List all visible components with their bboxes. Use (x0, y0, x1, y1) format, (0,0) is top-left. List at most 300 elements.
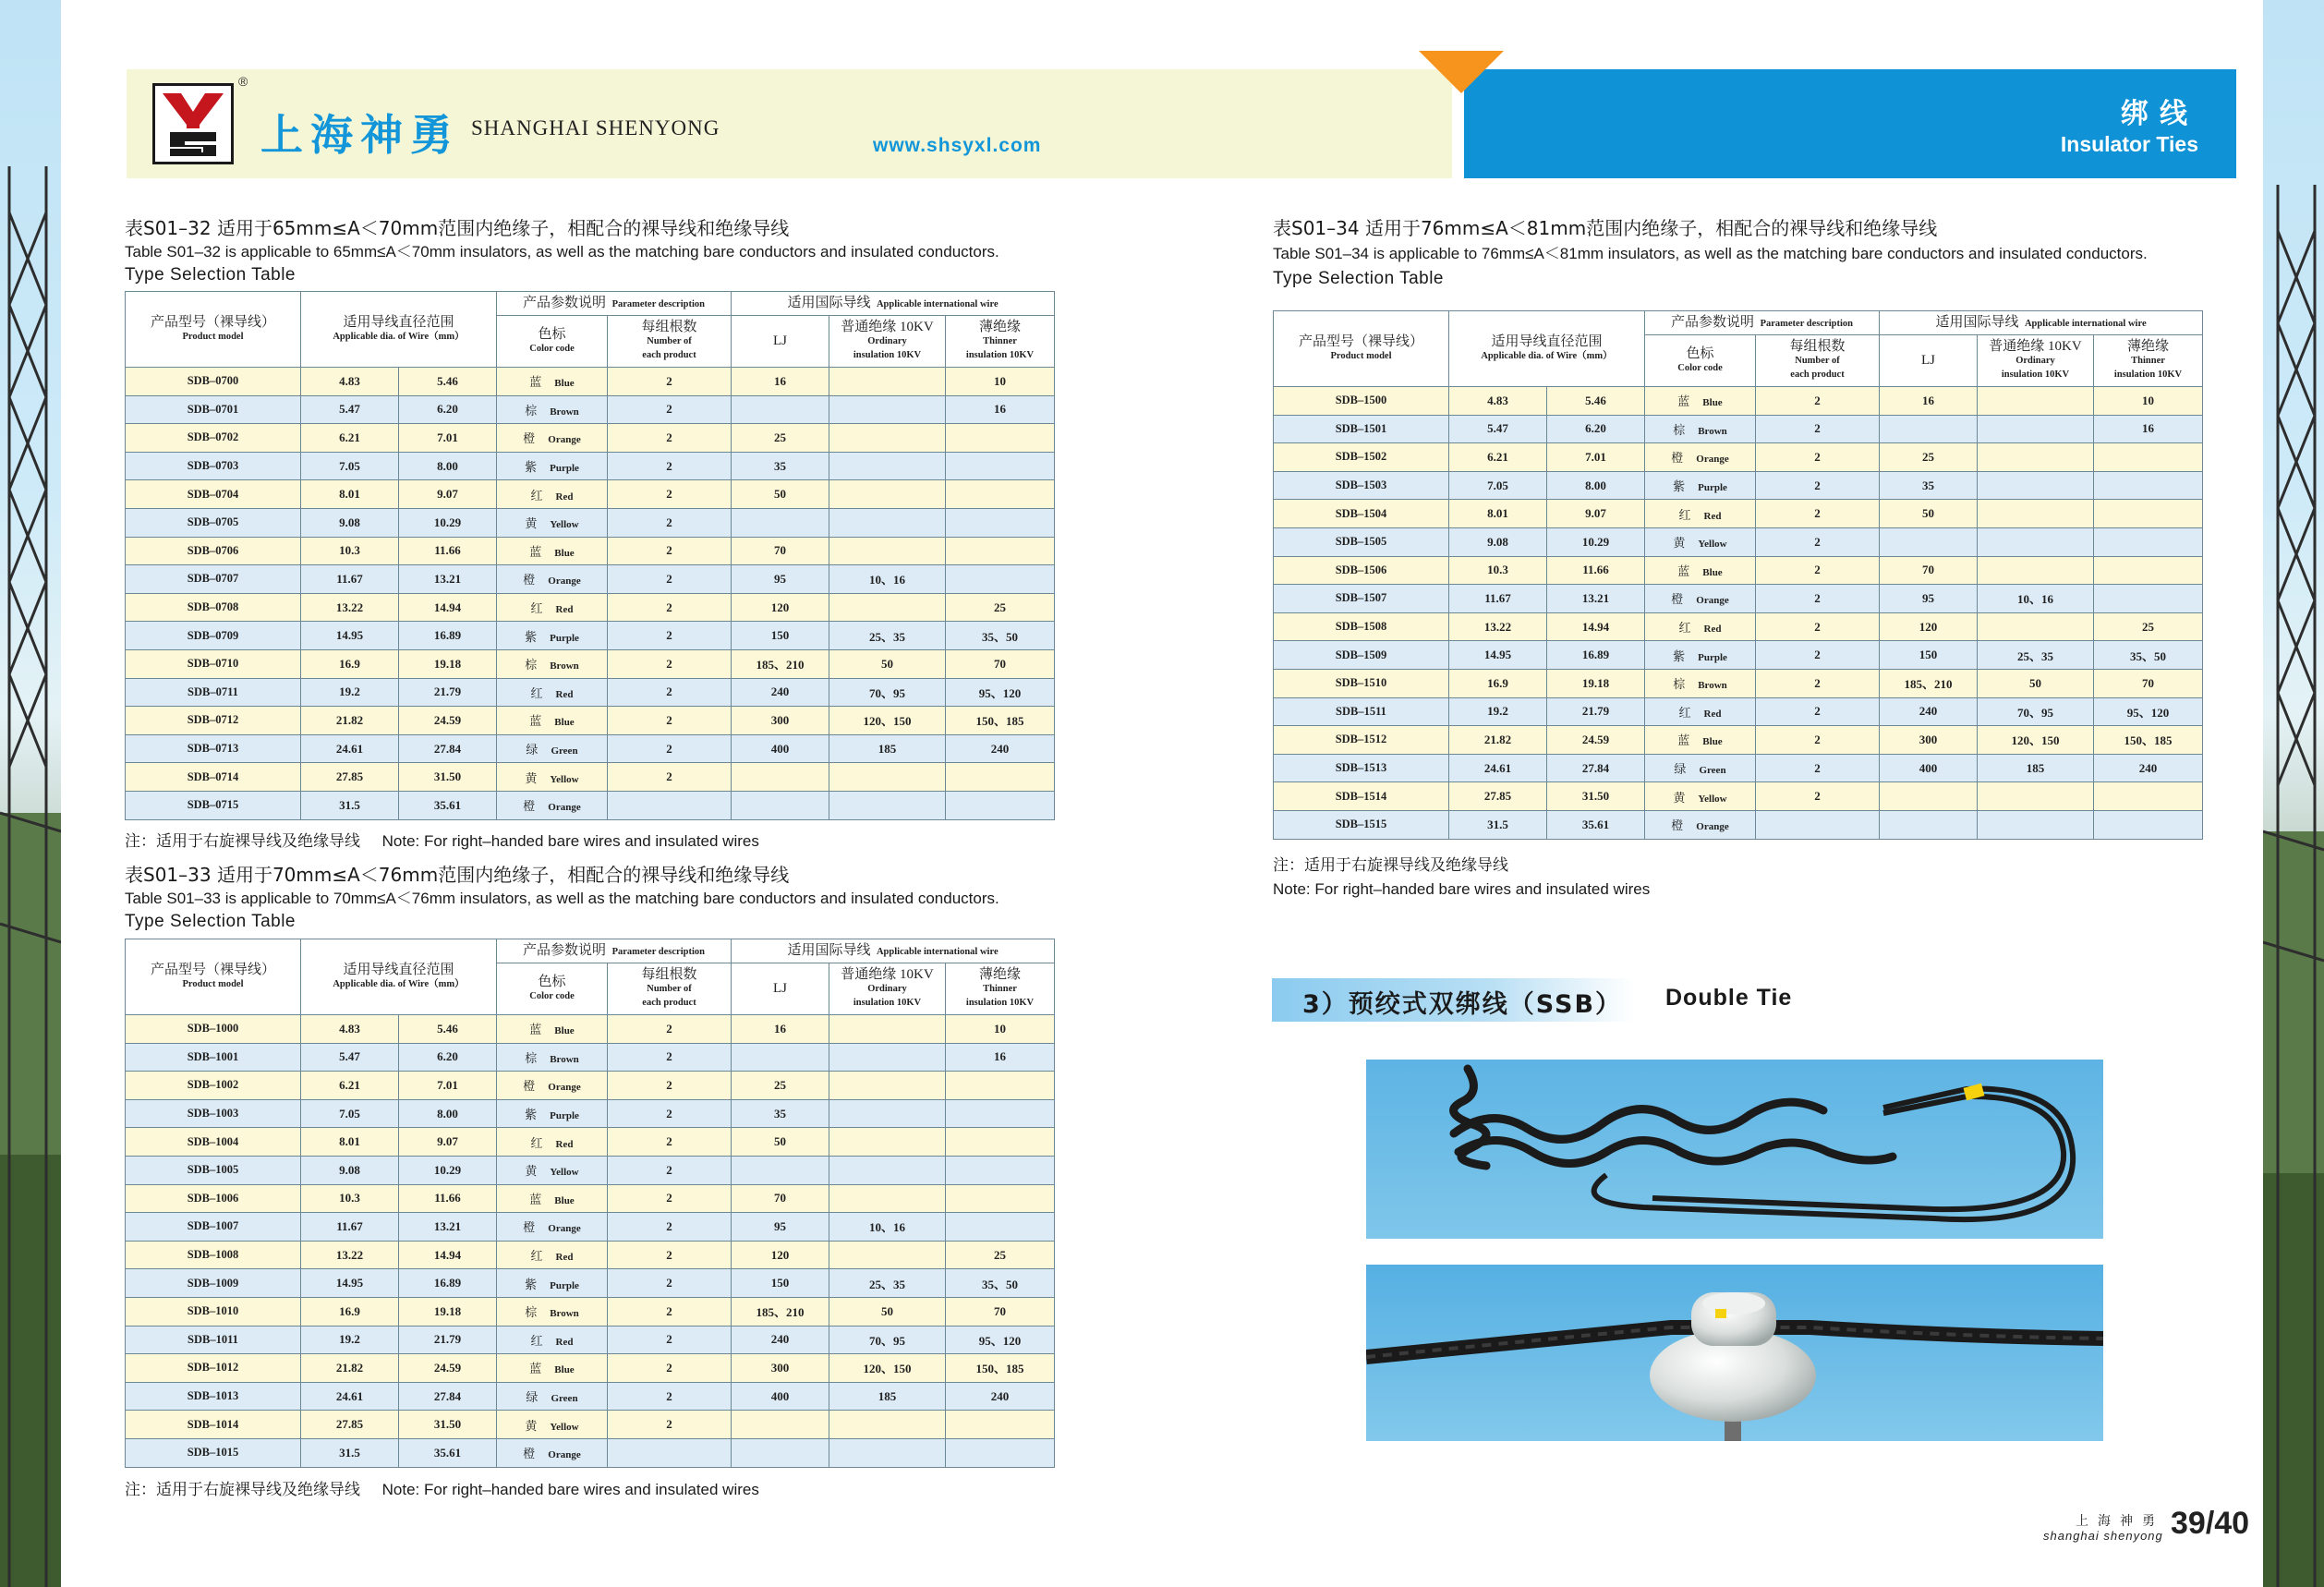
cell-number: 2 (1756, 585, 1880, 613)
cell-lj: 400 (1880, 754, 1978, 782)
cell-color-code: 紫 Purple (1645, 471, 1756, 500)
cell-number (608, 791, 732, 819)
cell-number: 2 (1756, 471, 1880, 500)
table-row (126, 1326, 1055, 1354)
cell-color-code: 橙 Orange (1645, 443, 1756, 472)
table-caption-s01-33: 表S01–33 适用于70mm≤A＜76mm范围内绝缘子，相配合的裸导线和绝缘导线 Table S01–33 is applicable to 70mm≤A＜76mm insulators, as well as the matching bare conductors and insulated conductors. Type Selection Table (125, 864, 999, 931)
company-logo (152, 83, 234, 164)
cell-lj (1880, 415, 1978, 443)
cell-lj: 240 (1880, 697, 1978, 726)
cell-dia-min: 7.05 (1449, 471, 1547, 500)
cell-thinner (2094, 810, 2203, 839)
table-row (126, 791, 1055, 819)
cell-color-code: 蓝 Blue (497, 707, 608, 735)
cell-color-code: 蓝 Blue (1645, 726, 1756, 755)
table-row (1274, 471, 2203, 500)
cell-color-code: 黄 Yellow (497, 508, 608, 537)
cell-dia-max: 21.79 (1547, 697, 1645, 726)
cell-dia-min: 9.08 (1449, 527, 1547, 556)
cell-lj (732, 508, 829, 537)
table-row (126, 707, 1055, 735)
cell-number: 2 (608, 508, 732, 537)
cell-lj: 95 (732, 565, 829, 594)
cell-dia-min: 14.95 (1449, 641, 1547, 670)
cell-thinner (946, 1099, 1055, 1128)
cell-number: 2 (608, 734, 732, 763)
selection-table-s01-34 (1273, 310, 2203, 840)
cell-number: 2 (1756, 612, 1880, 641)
cell-lj (732, 1043, 829, 1072)
cell-ordinary (829, 763, 946, 792)
col-header-model: 产品型号（裸导线） Product model (1274, 311, 1449, 387)
cell-dia-max: 13.21 (1547, 585, 1645, 613)
cell-thinner: 16 (2094, 415, 2203, 443)
cell-model: SDB–1000 (126, 1015, 301, 1044)
cell-number: 2 (608, 622, 732, 650)
cell-dia-max: 16.89 (1547, 641, 1645, 670)
cell-model: SDB–1009 (126, 1269, 301, 1298)
cell-lj: 50 (1880, 500, 1978, 528)
cell-color-code: 棕 Brown (497, 1043, 608, 1072)
cell-thinner: 95、120 (946, 1326, 1055, 1354)
col-header-thinner: 薄绝缘 Thinner insulation 10KV (2094, 335, 2203, 387)
cell-ordinary: 70、95 (1978, 697, 2094, 726)
double-tie-product-photo (1366, 1060, 2103, 1239)
page-title-cn: 绑线 (2121, 98, 2198, 130)
cell-model: SDB–1503 (1274, 471, 1449, 500)
cell-dia-max: 31.50 (399, 763, 497, 792)
table-row (126, 1099, 1055, 1128)
cell-lj: 120 (732, 593, 829, 622)
col-header-param: 产品参数说明 Parameter description (497, 292, 732, 316)
cell-model: SDB–1011 (126, 1326, 301, 1354)
table-row (126, 1382, 1055, 1411)
col-header-color: 色标 Color code (497, 316, 608, 368)
cell-dia-min: 10.3 (301, 1184, 399, 1213)
col-header-color: 色标 Color code (1645, 335, 1756, 387)
cell-dia-min: 6.21 (301, 1072, 399, 1100)
cell-lj: 150 (1880, 641, 1978, 670)
table-row (126, 593, 1055, 622)
cell-lj: 120 (732, 1241, 829, 1269)
cell-thinner (2094, 471, 2203, 500)
cell-lj (732, 791, 829, 819)
cell-thinner: 70 (946, 649, 1055, 678)
cell-color-code: 红 Red (497, 678, 608, 707)
website-link[interactable]: www.shsyxl.com (873, 135, 1042, 156)
cell-lj: 95 (732, 1213, 829, 1242)
col-header-number: 每组根数 Number of each product (608, 316, 732, 368)
cell-dia-min: 24.61 (301, 734, 399, 763)
cell-color-code: 红 Red (497, 1128, 608, 1157)
cell-dia-min: 6.21 (301, 424, 399, 453)
cell-color-code: 红 Red (1645, 612, 1756, 641)
cell-ordinary: 120、150 (1978, 726, 2094, 755)
cell-thinner: 35、50 (946, 1269, 1055, 1298)
cell-color-code: 紫 Purple (497, 1099, 608, 1128)
cell-ordinary (829, 480, 946, 509)
cell-number: 2 (608, 593, 732, 622)
cell-thinner: 10 (946, 1015, 1055, 1044)
cell-thinner (946, 1411, 1055, 1439)
col-header-dia: 适用导线直径范围 Applicable dia. of Wire（mm） (1449, 311, 1645, 387)
col-header-param: 产品参数说明 Parameter description (497, 939, 732, 963)
cell-dia-max: 31.50 (1547, 782, 1645, 811)
col-header-lj: LJ (732, 963, 829, 1015)
cell-model: SDB–1003 (126, 1099, 301, 1128)
cell-thinner (946, 1184, 1055, 1213)
cell-thinner: 25 (946, 1241, 1055, 1269)
cell-dia-min: 16.9 (1449, 669, 1547, 697)
cell-lj: 300 (732, 1354, 829, 1383)
cell-dia-max: 6.20 (399, 1043, 497, 1072)
cell-dia-max: 7.01 (399, 424, 497, 453)
cell-lj (732, 395, 829, 424)
cell-model: SDB–1010 (126, 1297, 301, 1326)
cell-thinner (2094, 527, 2203, 556)
cell-ordinary: 25、35 (829, 622, 946, 650)
cell-color-code: 黄 Yellow (1645, 782, 1756, 811)
cell-dia-max: 14.94 (1547, 612, 1645, 641)
cell-number: 2 (608, 1099, 732, 1128)
cell-dia-min: 6.21 (1449, 443, 1547, 472)
cell-dia-max: 27.84 (399, 734, 497, 763)
cell-number: 2 (608, 1128, 732, 1157)
table-row (126, 1213, 1055, 1242)
col-header-number: 每组根数 Number of each product (1756, 335, 1880, 387)
cell-color-code: 棕 Brown (497, 395, 608, 424)
cell-dia-min: 21.82 (301, 1354, 399, 1383)
cell-model: SDB–1505 (1274, 527, 1449, 556)
cell-dia-max: 11.66 (1547, 556, 1645, 585)
cell-ordinary (829, 791, 946, 819)
cell-color-code: 蓝 Blue (497, 1015, 608, 1044)
cell-lj: 240 (732, 1326, 829, 1354)
table-row (126, 1411, 1055, 1439)
col-header-intl: 适用国际导线 Applicable international wire (732, 292, 1055, 316)
table-note-s01-34: 注：适用于右旋裸导线及绝缘导线 Note: For right–handed bare wires and insulated wires (1273, 856, 1651, 898)
cell-thinner (946, 565, 1055, 594)
cell-ordinary (829, 368, 946, 396)
cell-thinner (946, 452, 1055, 480)
cell-thinner: 25 (946, 593, 1055, 622)
table-row (126, 1269, 1055, 1298)
cell-thinner (946, 763, 1055, 792)
cell-dia-min: 16.9 (301, 1297, 399, 1326)
cell-color-code: 橙 Orange (497, 791, 608, 819)
cell-dia-min: 31.5 (1449, 810, 1547, 839)
cell-color-code: 橙 Orange (497, 565, 608, 594)
table-caption-s01-32: 表S01–32 适用于65mm≤A＜70mm范围内绝缘子，相配合的裸导线和绝缘导线 Table S01–32 is applicable to 65mm≤A＜70mm insulators, as well as the matching bare conductors and insulated conductors. Type Selection Table (125, 217, 999, 285)
table-row (126, 1297, 1055, 1326)
cell-dia-max: 19.18 (1547, 669, 1645, 697)
cell-number: 2 (608, 707, 732, 735)
cell-thinner: 16 (946, 1043, 1055, 1072)
cell-model: SDB–1004 (126, 1128, 301, 1157)
cell-model: SDB–1506 (1274, 556, 1449, 585)
cell-number: 2 (1756, 387, 1880, 416)
cell-ordinary (1978, 471, 2094, 500)
cell-ordinary: 10、16 (829, 565, 946, 594)
page-title-en: Insulator Ties (2060, 132, 2198, 156)
cell-model: SDB–0709 (126, 622, 301, 650)
cell-dia-max: 5.46 (399, 368, 497, 396)
cell-color-code: 棕 Brown (1645, 415, 1756, 443)
brand-name-cn: 上海神勇 (260, 110, 460, 160)
cell-lj: 185、210 (1880, 669, 1978, 697)
cell-dia-min: 8.01 (301, 480, 399, 509)
cell-color-code: 蓝 Blue (497, 1184, 608, 1213)
header-notch-icon (1419, 51, 1504, 104)
selection-table-s01-33 (125, 939, 1055, 1468)
cell-model: SDB–1500 (1274, 387, 1449, 416)
cell-dia-min: 11.67 (301, 1213, 399, 1242)
cell-dia-min: 4.83 (1449, 387, 1547, 416)
cell-lj: 25 (1880, 443, 1978, 472)
cell-color-code: 红 Red (1645, 500, 1756, 528)
cell-lj: 185、210 (732, 1297, 829, 1326)
table-row (1274, 697, 2203, 726)
cell-lj: 16 (732, 368, 829, 396)
brand-name-en: SHANGHAI SHENYONG (471, 116, 720, 139)
cell-lj: 70 (1880, 556, 1978, 585)
table-row (1274, 754, 2203, 782)
cell-dia-min: 5.47 (301, 1043, 399, 1072)
cell-dia-max: 9.07 (399, 480, 497, 509)
col-header-model: 产品型号（裸导线） Product model (126, 939, 301, 1015)
cell-dia-max: 19.18 (399, 1297, 497, 1326)
table-row (126, 452, 1055, 480)
cell-ordinary (1978, 556, 2094, 585)
cell-dia-min: 7.05 (301, 452, 399, 480)
cell-color-code: 棕 Brown (497, 1297, 608, 1326)
cell-ordinary: 50 (829, 649, 946, 678)
cell-model: SDB–1515 (1274, 810, 1449, 839)
table-row (126, 368, 1055, 396)
cell-number: 2 (1756, 754, 1880, 782)
cell-lj: 16 (732, 1015, 829, 1044)
cell-ordinary (1978, 810, 2094, 839)
col-header-number: 每组根数 Number of each product (608, 963, 732, 1015)
cell-ordinary: 25、35 (1978, 641, 2094, 670)
table-row (126, 1015, 1055, 1044)
cell-number: 2 (608, 649, 732, 678)
cell-model: SDB–1509 (1274, 641, 1449, 670)
cell-dia-min: 21.82 (1449, 726, 1547, 755)
cell-ordinary: 185 (829, 1382, 946, 1411)
cell-thinner (2094, 443, 2203, 472)
cell-color-code: 红 Red (497, 593, 608, 622)
cell-dia-min: 8.01 (1449, 500, 1547, 528)
cell-lj: 25 (732, 424, 829, 453)
cell-dia-min: 11.67 (1449, 585, 1547, 613)
cell-dia-max: 8.00 (399, 1099, 497, 1128)
cell-number: 2 (608, 1269, 732, 1298)
cell-dia-max: 16.89 (399, 622, 497, 650)
cell-thinner: 10 (2094, 387, 2203, 416)
cell-dia-min: 19.2 (301, 1326, 399, 1354)
cell-ordinary (829, 1411, 946, 1439)
cell-dia-min: 4.83 (301, 368, 399, 396)
cell-number: 2 (608, 763, 732, 792)
cell-ordinary (1978, 443, 2094, 472)
cell-number: 2 (1756, 669, 1880, 697)
cell-ordinary (829, 1015, 946, 1044)
cell-dia-max: 8.00 (1547, 471, 1645, 500)
cell-number: 2 (608, 452, 732, 480)
table-row (126, 1241, 1055, 1269)
cell-dia-max: 10.29 (399, 508, 497, 537)
cell-model: SDB–1007 (126, 1213, 301, 1242)
section-title-cn: 3）预绞式双绑线（SSB） (1302, 990, 1623, 1019)
cell-thinner: 150、185 (2094, 726, 2203, 755)
cell-thinner (2094, 556, 2203, 585)
col-header-model: 产品型号（裸导线） Product model (126, 292, 301, 368)
cell-color-code: 绿 Green (1645, 754, 1756, 782)
cell-number: 2 (1756, 527, 1880, 556)
cell-number: 2 (608, 1184, 732, 1213)
cell-lj: 50 (732, 480, 829, 509)
table-row (1274, 443, 2203, 472)
cell-dia-max: 24.59 (399, 707, 497, 735)
cell-dia-max: 27.84 (399, 1382, 497, 1411)
cell-thinner (946, 508, 1055, 537)
cell-dia-min: 10.3 (301, 537, 399, 565)
cell-model: SDB–1002 (126, 1072, 301, 1100)
cell-thinner (2094, 585, 2203, 613)
cell-dia-min: 14.95 (301, 622, 399, 650)
cell-number: 2 (1756, 415, 1880, 443)
table-row (126, 1128, 1055, 1157)
cell-ordinary (1978, 500, 2094, 528)
cell-dia-min: 19.2 (1449, 697, 1547, 726)
cell-dia-min: 21.82 (301, 707, 399, 735)
cell-ordinary: 70、95 (829, 1326, 946, 1354)
cell-lj: 150 (732, 1269, 829, 1298)
cell-number: 2 (1756, 782, 1880, 811)
cell-model: SDB–0710 (126, 649, 301, 678)
cell-color-code: 蓝 Blue (497, 1354, 608, 1383)
cell-thinner: 95、120 (946, 678, 1055, 707)
cell-color-code: 红 Red (497, 1241, 608, 1269)
cell-color-code: 黄 Yellow (497, 763, 608, 792)
cell-color-code: 黄 Yellow (1645, 527, 1756, 556)
cell-dia-min: 31.5 (301, 791, 399, 819)
cell-model: SDB–0712 (126, 707, 301, 735)
cell-thinner: 150、185 (946, 707, 1055, 735)
table-row (1274, 585, 2203, 613)
cell-ordinary: 185 (829, 734, 946, 763)
table-row (126, 734, 1055, 763)
footer-brand-cn: 上海神勇 (2076, 1514, 2164, 1529)
cell-number: 2 (608, 424, 732, 453)
cell-thinner: 70 (2094, 669, 2203, 697)
col-header-intl: 适用国际导线 Applicable international wire (1880, 311, 2203, 335)
cell-thinner (946, 1213, 1055, 1242)
cell-model: SDB–1504 (1274, 500, 1449, 528)
cell-ordinary (829, 1156, 946, 1184)
cell-thinner (946, 537, 1055, 565)
cell-lj: 25 (732, 1072, 829, 1100)
cell-color-code: 红 Red (497, 480, 608, 509)
cell-lj: 35 (732, 1099, 829, 1128)
cell-ordinary (829, 1128, 946, 1157)
table-row (126, 480, 1055, 509)
cell-dia-max: 9.07 (399, 1128, 497, 1157)
cell-number: 2 (608, 678, 732, 707)
cell-number: 2 (1756, 443, 1880, 472)
table-row (126, 649, 1055, 678)
cell-number: 2 (608, 1015, 732, 1044)
cell-dia-min: 7.05 (301, 1099, 399, 1128)
cell-color-code: 棕 Brown (1645, 669, 1756, 697)
cell-dia-min: 19.2 (301, 678, 399, 707)
cell-ordinary (1978, 527, 2094, 556)
cell-model: SDB–1001 (126, 1043, 301, 1072)
cell-dia-min: 9.08 (301, 1156, 399, 1184)
cell-lj (732, 1438, 829, 1467)
cell-dia-min: 4.83 (301, 1015, 399, 1044)
col-header-lj: LJ (732, 316, 829, 368)
cell-lj (1880, 810, 1978, 839)
col-header-ordinary: 普通绝缘 10KV Ordinary insulation 10KV (829, 316, 946, 368)
cell-lj: 50 (732, 1128, 829, 1157)
table-row (126, 565, 1055, 594)
cell-number: 2 (608, 1241, 732, 1269)
cell-ordinary (829, 1072, 946, 1100)
cell-ordinary (1978, 415, 2094, 443)
cell-number: 2 (608, 1072, 732, 1100)
cell-ordinary: 50 (829, 1297, 946, 1326)
cell-lj: 240 (732, 678, 829, 707)
cell-thinner: 25 (2094, 612, 2203, 641)
cell-ordinary (829, 1184, 946, 1213)
cell-number: 2 (608, 1043, 732, 1072)
table-row (126, 537, 1055, 565)
cell-dia-min: 14.95 (301, 1269, 399, 1298)
cell-number: 2 (608, 395, 732, 424)
cell-number: 2 (608, 1354, 732, 1383)
cell-dia-max: 35.61 (1547, 810, 1645, 839)
table-row (126, 622, 1055, 650)
cell-dia-min: 5.47 (301, 395, 399, 424)
cell-dia-min: 24.61 (1449, 754, 1547, 782)
cell-model: SDB–0711 (126, 678, 301, 707)
cell-model: SDB–0713 (126, 734, 301, 763)
table-row (1274, 810, 2203, 839)
cell-ordinary: 25、35 (829, 1269, 946, 1298)
section-title-en: Double Tie (1665, 985, 1793, 1011)
cell-color-code: 橙 Orange (497, 1213, 608, 1242)
cell-color-code: 黄 Yellow (497, 1156, 608, 1184)
cell-number: 2 (608, 1156, 732, 1184)
cell-color-code: 橙 Orange (497, 424, 608, 453)
page-number: 39/40 (2171, 1506, 2250, 1541)
cell-dia-min: 8.01 (301, 1128, 399, 1157)
cell-color-code: 橙 Orange (497, 1438, 608, 1467)
cell-model: SDB–0714 (126, 763, 301, 792)
cell-color-code: 橙 Orange (1645, 585, 1756, 613)
footer-brand-en: shanghai shenyong (2043, 1529, 2163, 1543)
cell-ordinary (829, 508, 946, 537)
cell-thinner: 95、120 (2094, 697, 2203, 726)
cell-ordinary (829, 593, 946, 622)
table-row (126, 1156, 1055, 1184)
cell-dia-min: 9.08 (301, 508, 399, 537)
cell-thinner: 10 (946, 368, 1055, 396)
cell-lj (732, 763, 829, 792)
table-row (126, 1354, 1055, 1383)
